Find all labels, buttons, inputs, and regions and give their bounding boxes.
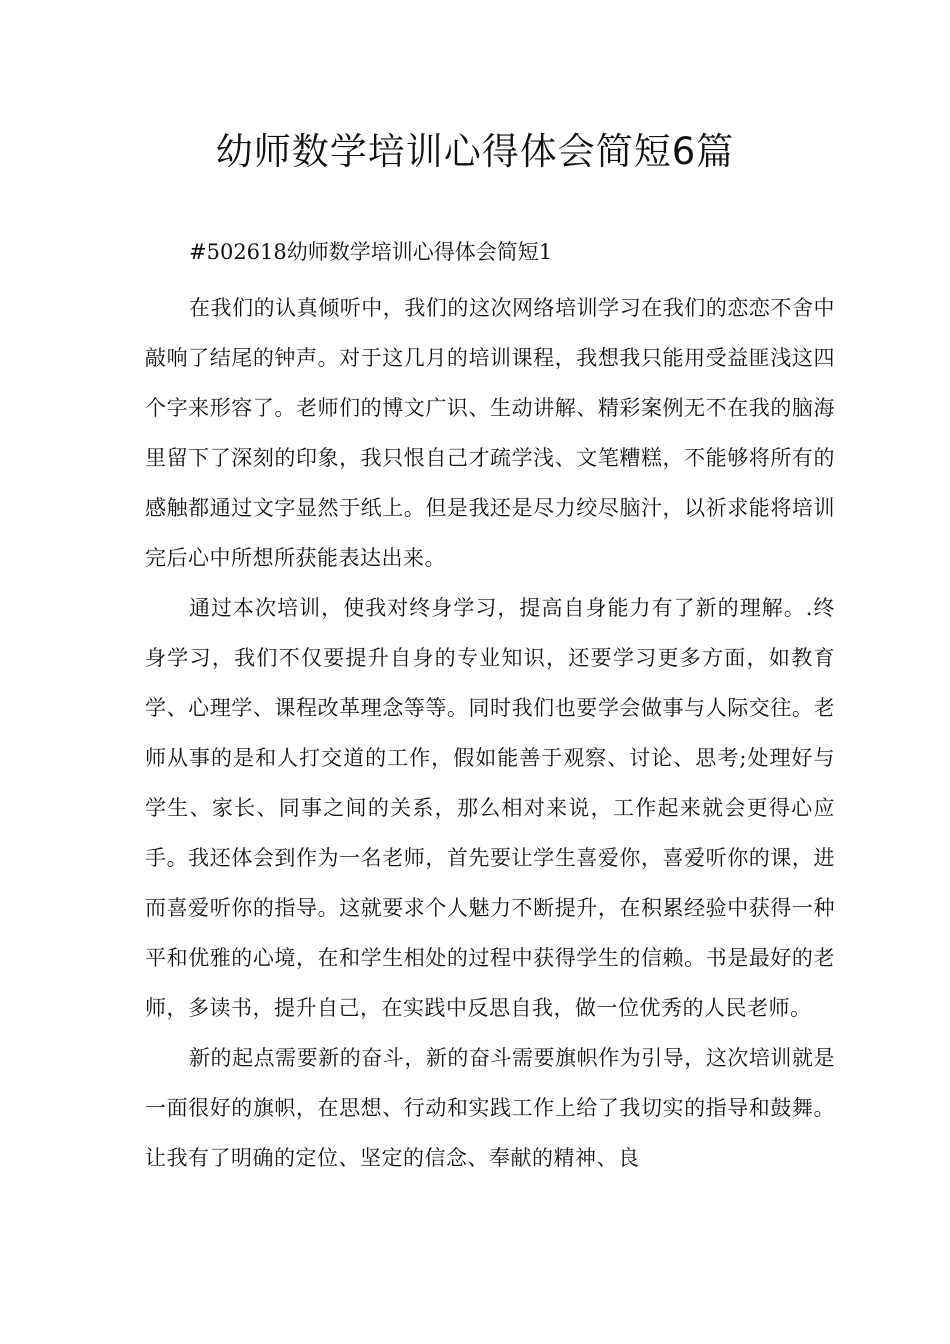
document-title: 幼师数学培训心得体会简短6篇	[215, 130, 735, 173]
paragraph-2: 通过本次培训，使我对终身学习，提高自身能力有了新的理解。.终身学习，我们不仅要提升自身的专业知识，还要学习更多方面，如教育学、心理学、课程改革理念等等。同时我们也要学会做事与人际交往。老师从事的是和人打交道的工作，假如能善于观察、讨论、思考;处理好与学生、家长、同事之间的关系，那么相对来说，工作起来就会更得心应手。我还体会到作为一名老师，首先要让学生喜爱你，喜爱听你的课，进而喜爱听你的指导。这就要求个人魅力不断提升，在积累经验中获得一种平和优雅的心境，在和学生相处的过程中获得学生的信赖。书是最好的老师，多读书，提升自己，在实践中反思自我，做一位优秀的人民老师。	[145, 596, 835, 1020]
document-body	[145, 235, 835, 1183]
section-heading: #502618幼师数学培训心得体会简短1	[189, 240, 553, 264]
paragraph-3: 新的起点需要新的奋斗，新的奋斗需要旗帜作为引导，这次培训就是一面很好的旗帜，在思想、行动和实践工作上给了我切实的指导和鼓舞。让我有了明确的定位、坚定的信念、奉献的精神、良	[145, 1046, 835, 1170]
paragraph-1: 在我们的认真倾听中，我们的这次网络培训学习在我们的恋恋不舍中敲响了结尾的钟声。对于这几月的培训课程，我想我只能用受益匪浅这四个字来形容了。老师们的博文广识、生动讲解、精彩案例无不在我的脑海里留下了深刻的印象，我只恨自己才疏学浅、文笔糟糕，不能够将所有的感触都通过文字显然于纸上。但是我还是尽力绞尽脑汁，以祈求能将培训完后心中所想所获能表达出来。	[145, 296, 835, 570]
